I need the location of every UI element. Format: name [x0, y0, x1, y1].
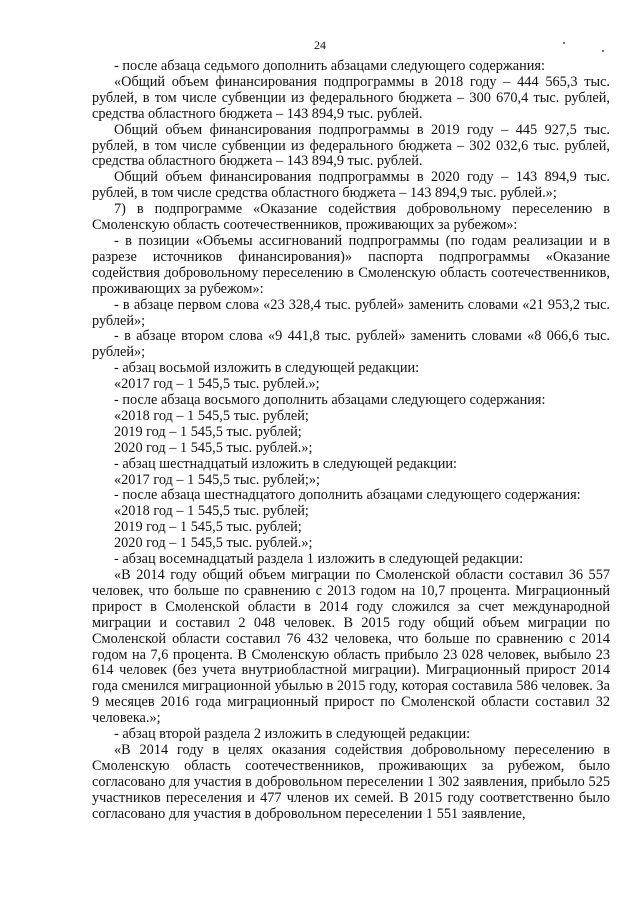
paragraph: Общий объем финансирования подпрограммы в 2020 году – 143 894,9 тыс. рублей, в том числе средства областного бюджета – 143 894,9 тыс. рублей.»;	[92, 169, 610, 202]
paragraph: «2017 год – 1 545,5 тыс. рублей;»;	[114, 471, 321, 488]
paragraph: «2017 год – 1 545,5 тыс. рублей.»;	[114, 376, 320, 393]
paragraph: 2019 год – 1 545,5 тыс. рублей;	[114, 423, 302, 440]
paragraph: - в позиции «Объемы ассигнований подпрограммы (по годам реализации и в разрезе источников финансирования)» паспорта подпрограммы «Оказание содействия добровольному переселению в Смоленскую область соотечественников, проживающих за рубежом»:	[92, 232, 610, 297]
paragraph: - абзац восьмой изложить в следующей редакции:	[114, 360, 420, 377]
paragraph: - в абзаце первом слова «23 328,4 тыс. рублей» заменить словами «21 953,2 тыс. рублей»;	[92, 296, 610, 329]
paragraph: «2018 год – 1 545,5 тыс. рублей;	[114, 503, 309, 520]
paragraph: - абзац шестнадцатый изложить в следующей редакции:	[114, 455, 457, 472]
paragraph: 7) в подпрограмме «Оказание содействия добровольному переселению в Смоленскую область соотечественников, проживающих за рубежом»:	[92, 201, 610, 234]
scan-speck	[602, 50, 604, 52]
paragraph: - после абзаца шестнадцатого дополнить абзацами следующего содержания:	[114, 487, 581, 504]
paragraph: 2020 год – 1 545,5 тыс. рублей.»;	[114, 535, 313, 552]
paragraph: - после абзаца седьмого дополнить абзацами следующего содержания:	[114, 58, 545, 74]
paragraph: «Общий объем финансирования подпрограммы в 2018 году – 444 565,3 тыс. рублей, в том числе субвенции из федерального бюджета – 300 670,4 тыс. рублей, средства областного бюджета – 143 894,9 тыс. рублей.	[92, 73, 610, 122]
paragraph: 2019 год – 1 545,5 тыс. рублей;	[114, 519, 302, 536]
paragraph: «2018 год – 1 545,5 тыс. рублей;	[114, 407, 309, 424]
paragraph: - в абзаце втором слова «9 441,8 тыс. рублей» заменить словами «8 066,6 тыс. рублей»;	[92, 328, 610, 361]
paragraph: - после абзаца восьмого дополнить абзацами следующего содержания:	[114, 392, 546, 409]
scan-speck	[563, 42, 565, 44]
page-number: 24	[314, 38, 326, 52]
paragraph: - абзац восемнадцатый раздела 1 изложить в следующей редакции:	[114, 551, 524, 568]
paragraph: 2020 год – 1 545,5 тыс. рублей.»;	[114, 439, 313, 456]
document-body	[92, 59, 610, 823]
paragraph: - абзац второй раздела 2 изложить в следующей редакции:	[114, 726, 471, 743]
paragraph: «В 2014 году общий объем миграции по Смоленской области составил 36 557 человек, что больше по сравнению с 2013 годом на 10,7 процента. Миграционный прирост в Смоленской области в 2014 году сложился за счет международной миграции и составил 2 048 человек. В 2015 году общий объем миграции по Смоленской области составил 76 432 человека, что больше по сравнению с 2014 годом на 7,6 процента. В Смоленскую область прибыло 23 028 человек, выбыло 23 614 человек (без учета внутриобластной миграции). Миграционный прирост 2014 года сменился миграционной убылью в 2015 году, которая составила 586 человек. За 9 месяцев 2016 года миграционный прирост по Смоленской области составил 32 человека.»;	[92, 567, 610, 727]
paragraph: «В 2014 году в целях оказания содействия добровольному переселению в Смоленскую область соотечественников, проживающих за рубежом, было согласовано для участия в добровольном переселении 1 302 заявления, прибыло 525 участников переселения и 477 членов их семей. В 2015 году соответственно было согласовано для участия в добровольном переселении 1 551 заявление,	[92, 741, 610, 822]
paragraph: Общий объем финансирования подпрограммы в 2019 году – 445 927,5 тыс. рублей, в том числе субвенции из федерального бюджета – 302 032,6 тыс. рублей, средства областного бюджета – 143 894,9 тыс. рублей.	[92, 121, 610, 170]
